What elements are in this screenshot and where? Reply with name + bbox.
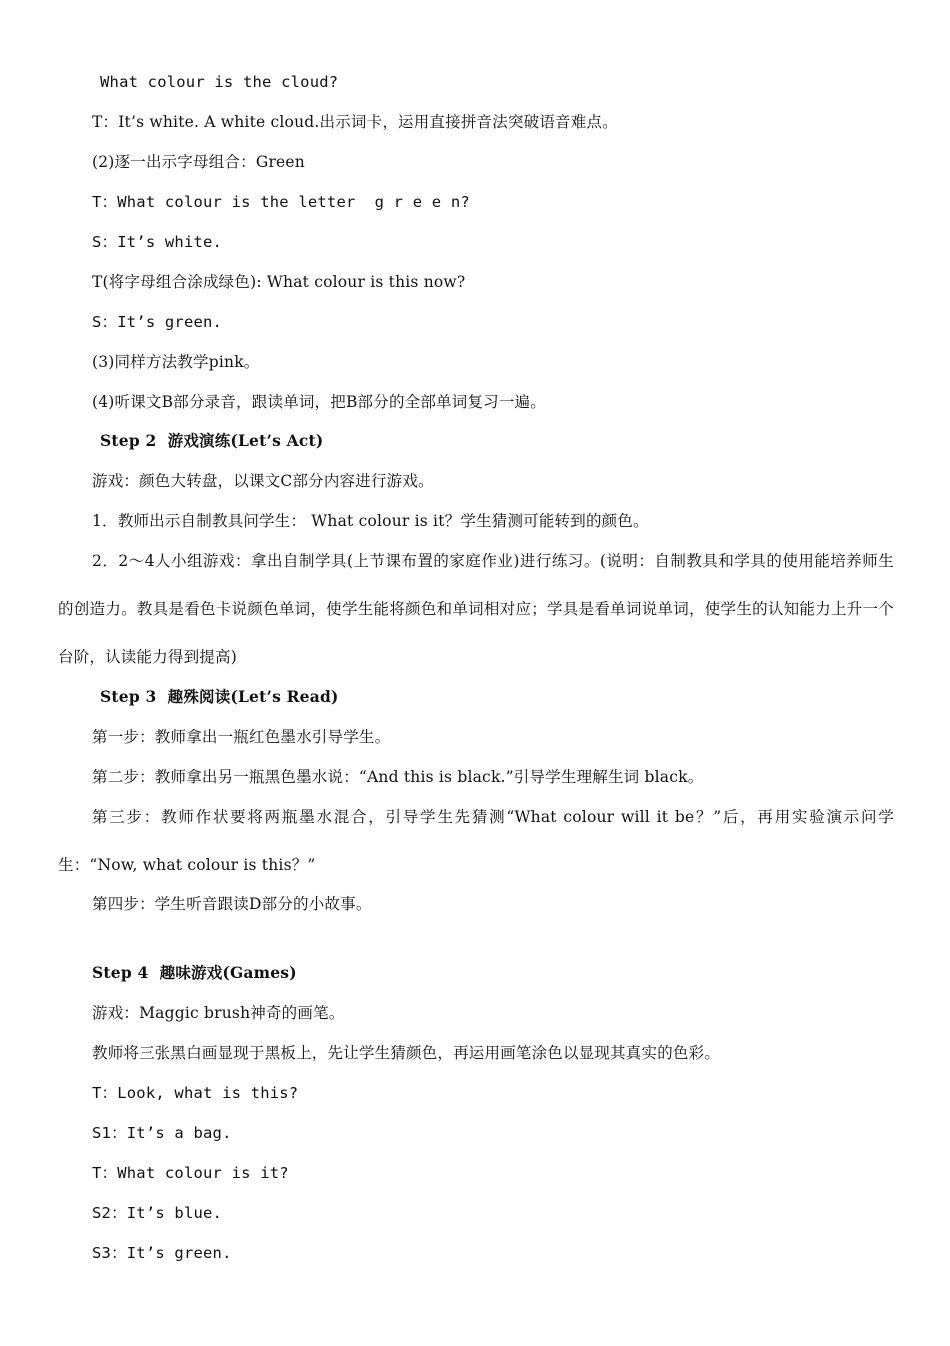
paragraph: 2．2～4人小组游戏：拿出自制学具(上节课布置的家庭作业)进行练习。(说明：自制教具和学具的使用能培养师生的创造力。教具是看色卡说颜色单词，使学生能将颜色和单词相对应；学具是看单词说单词，使学生的认知能力上升一个台阶，认读能力得到提高) [58,552,894,666]
text-line: S：It’s green. [92,313,223,331]
text-line: S2：It’s blue. [92,1204,223,1222]
text-line: 第一步：教师拿出一瓶红色墨水引导学生。 [92,728,391,746]
section-heading: Step 4 趣味游戏(Games) [92,963,297,982]
text-line: S1：It’s a bag. [92,1124,232,1142]
text-line: T：What colour is it? [92,1164,289,1182]
text-line: T：It’s white. A white cloud.出示词卡，运用直接拼音法突破语音难点。 [92,113,618,131]
paragraph: 第三步：教师作状要将两瓶墨水混合，引导学生先猜测“What colour will it be？”后，再用实验演示问学生：“Now, what colour is this？” [58,808,894,874]
text-line: T：What colour is the letter g r e e n? [92,193,470,211]
text-line: (2)逐一出示字母组合：Green [92,153,305,171]
text-line: T：Look, what is this? [92,1084,299,1102]
text-line: (4)听课文B部分录音，跟读单词，把B部分的全部单词复习一遍。 [92,393,546,411]
text-line: T(将字母组合涂成绿色): What colour is this now? [92,273,466,291]
section-heading: Step 3 趣殊阅读(Let’s Read) [100,687,339,706]
text-line: 游戏：Maggic brush神奇的画笔。 [92,1004,345,1022]
text-line: S：It’s white. [92,233,223,251]
text-line: S3：It’s green. [92,1244,232,1262]
text-line: 教师将三张黑白画显现于黑板上，先让学生猜颜色，再运用画笔涂色以显现其真实的色彩。 [92,1044,721,1062]
text-line: 第四步：学生听音跟读D部分的小故事。 [92,895,372,913]
text-line: (3)同样方法教学pink。 [92,353,260,371]
text-line: 第二步：教师拿出另一瓶黑色墨水说：“And this is black.”引导学生理解生词 black。 [92,768,704,786]
section-heading: Step 2 游戏演练(Let’s Act) [100,431,324,450]
text-line: 1．教师出示自制教具问学生： What colour is it？学生猜测可能转到的颜色。 [92,512,649,530]
text-line: What colour is the cloud? [100,73,339,91]
text-line: 游戏：颜色大转盘，以课文C部分内容进行游戏。 [92,472,434,490]
